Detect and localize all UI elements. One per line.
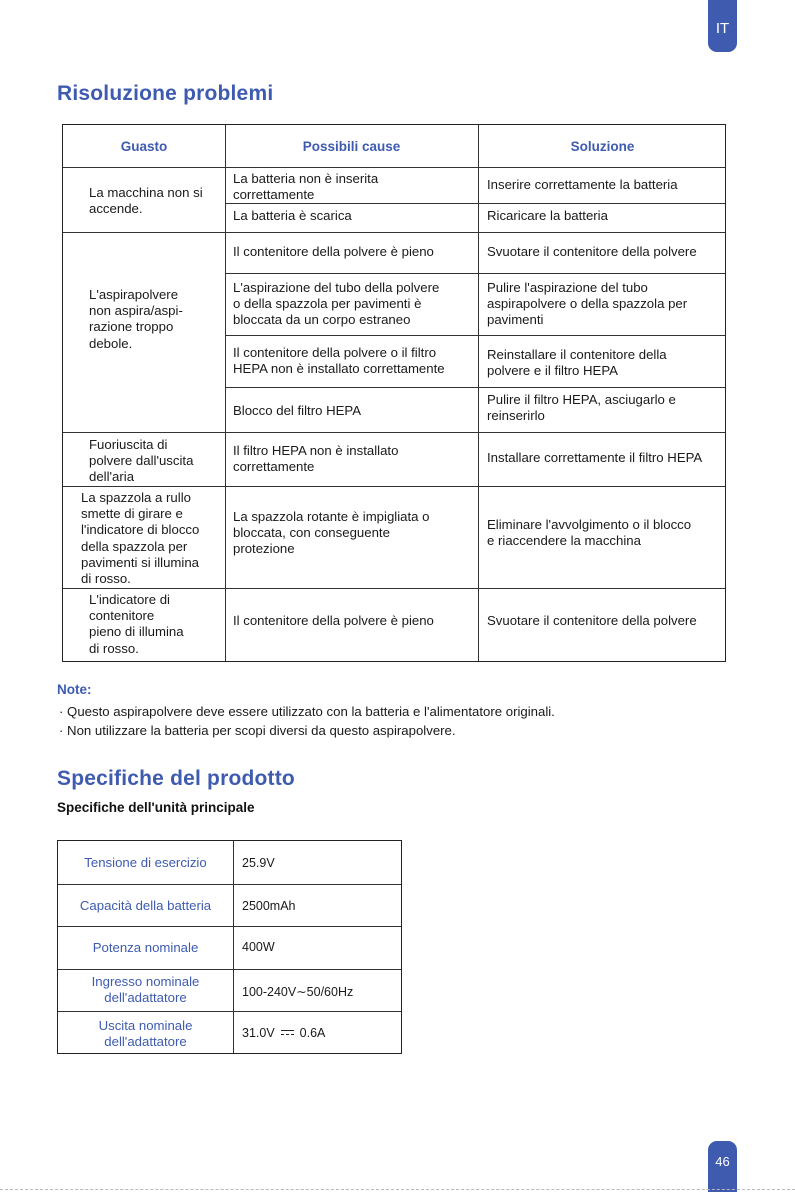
row-divider: [63, 486, 725, 487]
section-title-troubleshooting: Risoluzione problemi: [57, 82, 274, 105]
row-divider: [63, 588, 725, 589]
solution-cell: Ricaricare la batteria: [487, 208, 608, 223]
row-divider: [58, 969, 401, 970]
solution-cell: Reinstallare il contenitore della polvere e il filtro HEPA: [487, 347, 667, 379]
language-tab-label: IT: [715, 19, 730, 37]
header-possibili-cause: Possibili cause: [302, 139, 401, 154]
fault-cell: Fuoriuscita di polvere dall'uscita dell'aria: [89, 437, 194, 485]
fault-cell: La macchina non si accende.: [89, 185, 203, 217]
spec-label: Ingresso nominale dell'adattatore: [91, 974, 200, 1005]
page-number: [708, 1141, 737, 1192]
specs-subtitle: Specifiche dell'unità principale: [57, 800, 255, 815]
note-line: · Non utilizzare la batteria per scopi diversi da questo aspirapolvere.: [59, 723, 456, 738]
spec-label: Capacità della batteria: [79, 898, 212, 913]
spec-label: Uscita nominale dell'adattatore: [98, 1018, 193, 1049]
cause-cell: Il contenitore della polvere è pieno: [233, 613, 434, 628]
cause-cell: Il filtro HEPA non è installato correttamente: [233, 443, 399, 475]
column-divider: [478, 125, 479, 661]
spec-label: Tensione di esercizio: [84, 855, 207, 870]
solution-cell: Svuotare il contenitore della polvere: [487, 613, 697, 628]
fault-cell: La spazzola a rullo smette di girare e l'indicatore di blocco della spazzola per pavimenti si illumina di rosso.: [81, 490, 200, 587]
row-divider: [63, 432, 725, 433]
row-divider: [58, 884, 401, 885]
page-edge-rule: [0, 1189, 795, 1190]
solution-cell: Pulire il filtro HEPA, asciugarlo e reinserirlo: [487, 392, 676, 424]
note-line: · Questo aspirapolvere deve essere utilizzato con la batteria e l'alimentatore originali.: [59, 704, 555, 719]
fault-cell: L'indicatore di contenitore pieno di illumina di rosso.: [89, 592, 184, 656]
column-divider: [233, 841, 234, 1053]
spec-label: Potenza nominale: [92, 940, 199, 955]
spec-value: 31.0V 0.6A: [242, 1026, 326, 1040]
row-divider: [225, 273, 725, 274]
solution-cell: Pulire l'aspirazione del tubo aspirapolvere o della spazzola per pavimenti: [487, 280, 688, 328]
cause-cell: La spazzola rotante è impigliata o bloccata, con conseguente protezione: [233, 509, 430, 557]
section-title-specs: Specifiche del prodotto: [57, 767, 295, 790]
specs-table: [57, 840, 402, 1054]
header-soluzione: Soluzione: [570, 139, 635, 154]
solution-cell: Inserire correttamente la batteria: [487, 177, 678, 192]
troubleshooting-table: [62, 124, 726, 662]
notes-title: Note:: [57, 682, 92, 697]
solution-cell: Eliminare l'avvolgimento o il blocco e riaccendere la macchina: [487, 517, 692, 549]
cause-cell: La batteria è scarica: [233, 208, 352, 223]
dc-symbol-icon: [281, 1029, 294, 1037]
row-divider: [58, 1011, 401, 1012]
page-number-label: 46: [715, 1154, 730, 1169]
cause-cell: Il contenitore della polvere è pieno: [233, 244, 434, 259]
column-divider: [225, 125, 226, 661]
row-divider: [58, 926, 401, 927]
cause-cell: L'aspirazione del tubo della polvere o della spazzola per pavimenti è bloccata da un corpo estraneo: [233, 280, 440, 328]
spec-value: 100-240V∼50/60Hz: [242, 985, 354, 999]
cause-cell: La batteria non è inserita correttamente: [233, 171, 379, 203]
row-divider: [225, 335, 725, 336]
cause-cell: Il contenitore della polvere o il filtro HEPA non è installato correttamente: [233, 345, 445, 377]
row-divider: [225, 387, 725, 388]
row-divider: [63, 232, 725, 233]
header-guasto: Guasto: [120, 139, 168, 154]
solution-cell: Svuotare il contenitore della polvere: [487, 244, 697, 259]
spec-value: 2500mAh: [242, 899, 296, 913]
language-tab: [708, 0, 737, 52]
cause-cell: Blocco del filtro HEPA: [233, 403, 362, 418]
solution-cell: Installare correttamente il filtro HEPA: [487, 450, 703, 465]
spec-value: 400W: [242, 940, 275, 954]
fault-cell: L'aspirapolvere non aspira/aspi- razione troppo debole.: [89, 287, 183, 351]
spec-value: 25.9V: [242, 856, 275, 870]
